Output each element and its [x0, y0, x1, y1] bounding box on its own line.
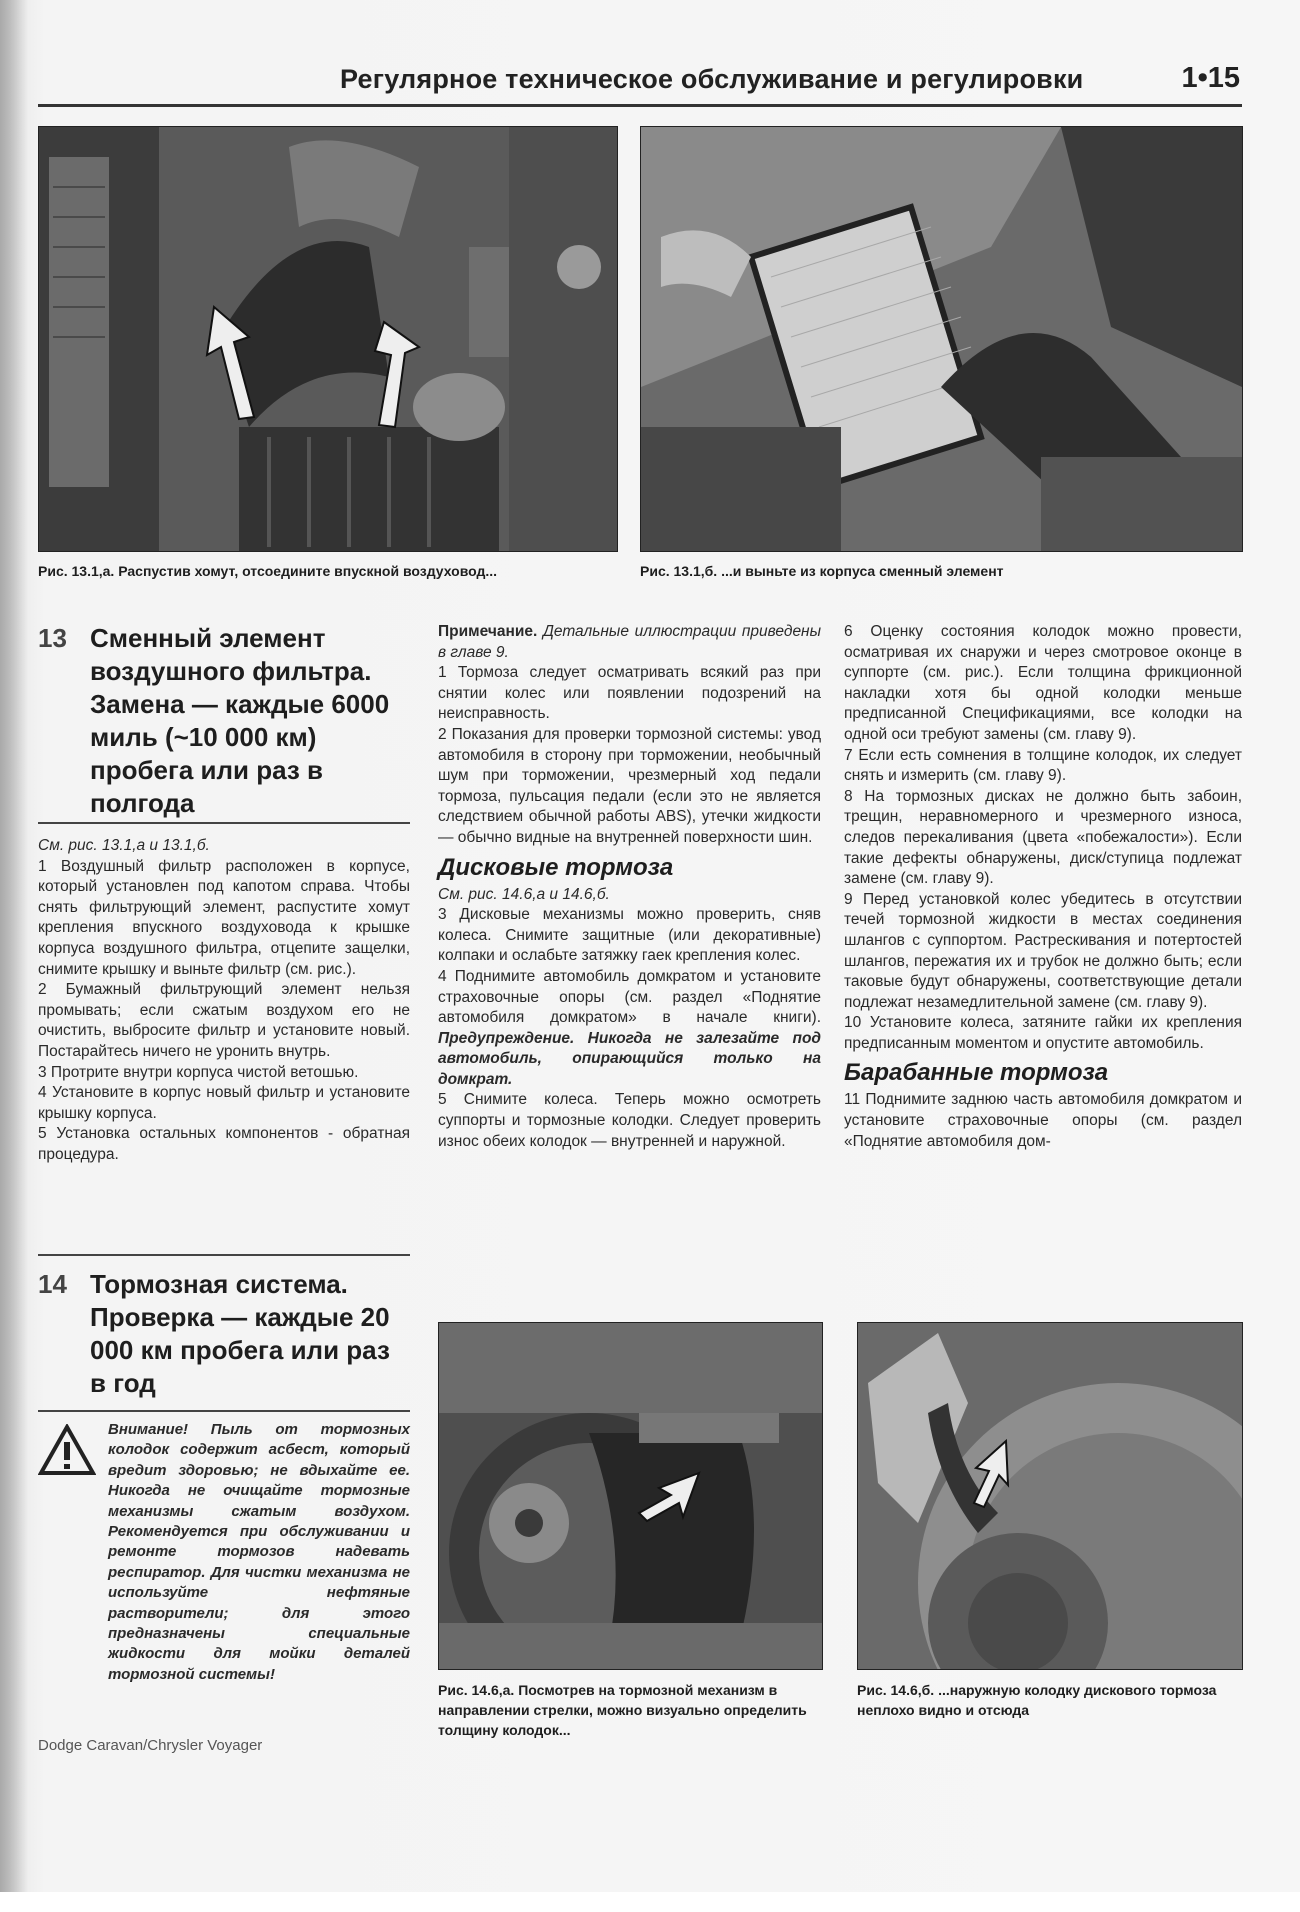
brakes-para-3: 3 Дисковые механизмы можно проверить, сняв колеса. Снимите защитные (или декоративные) колпаки и ослабьте затяжку гаек крепления колес. — [438, 906, 821, 965]
brakes-para-11: 11 Поднимите заднюю часть автомобиля домкратом и установите страховочные опоры (см. раздел «Поднятие автомобиля дом- — [844, 1091, 1242, 1150]
photo-fig-13-1a — [38, 126, 618, 552]
header-rule — [38, 104, 1242, 107]
drum-brakes-heading: Барабанные тормоза — [844, 1059, 1109, 1087]
asbestos-warning — [38, 1420, 410, 1683]
photo-fig-14-6b — [857, 1322, 1243, 1670]
section-13-ref: См. рис. 13.1,а и 13.1,б. — [38, 837, 210, 854]
warning-text: Внимание! Пыль от тормозных колодок содержит асбест, который вредит здоровью; не вдыхайте ее. Никогда не очищайте тормозные механизмы сжатым воздухом. Рекомендуется при обслуживании и ремонте тормозов надевать респиратор. Для чистки механизма не используйте нефтяные растворители; для этого предназначены специальные жидкости для мойки деталей тормозной системы! — [108, 1421, 410, 1683]
brakes-para-9: 9 Перед установкой колес убедитесь в отсутствии течей тормозной жидкости в местах соединения шлангов с суппортом. Растрескивания и потертостей шлангов, пережатия их и трубок не должно быть; если таковые будут обнаружены, соответствующие детали подлежат незамедлительной замене (см. главу 9). — [844, 890, 1242, 1011]
section-14-heading — [38, 1268, 410, 1404]
note-label: Примечание. — [438, 623, 538, 640]
brakes-column-3 — [844, 622, 1242, 1152]
section-13-para-4: 4 Установите в корпус новый фильтр и установите крышку корпуса. — [38, 1084, 410, 1122]
section-13-para-2: 2 Бумажный фильтрующий элемент нельзя промывать; если сжатым воздухом его не очистить, выбросите фильтр и установите новый. Постарайтесь ничего не уронить внутрь. — [38, 981, 410, 1060]
disc-brakes-heading: Дисковые тормоза — [438, 853, 674, 881]
brakes-para-2: 2 Показания для проверки тормозной системы: увод автомобиля в сторону при торможении, необычный шум при торможении, чрезмерный ход педали тормоза, пульсация педали (если это не является следствием обычной работы ABS), утечки жидкости — обычно видные на внутренней поверхности шин. — [438, 725, 821, 846]
section-14-top-rule — [38, 1254, 410, 1256]
section-14-number: 14 — [38, 1269, 67, 1299]
brakes-para-4: 4 Поднимите автомобиль домкратом и установите страховочные опоры (см. раздел «Поднятие автомобиля домкратом» в начале книги). — [438, 967, 821, 1027]
section-14-rule — [38, 1410, 410, 1412]
warning-triangle-icon — [38, 1424, 96, 1476]
caption-fig-13-1b: Рис. 13.1,б. ...и выньте из корпуса сменный элемент — [640, 563, 1004, 579]
page-header — [340, 60, 1240, 104]
section-13-number: 13 — [38, 623, 67, 653]
section-13-rule — [38, 822, 410, 824]
note-text: Детальные иллюстрации приведены в главе 9. — [438, 623, 821, 661]
caption-fig-14-6b: Рис. 14.6,б. ...наружную колодку дискового тормоза неплохо видно и отсюда — [857, 1682, 1217, 1718]
jack-warning: Предупреждение. Никогда не залезайте под автомобиль, опирающийся только на домкрат. — [438, 1029, 821, 1088]
caption-fig-14-6a: Рис. 14.6,а. Посмотрев на тормозной механизм в направлении стрелки, можно визуально определить толщину колодок... — [438, 1682, 807, 1738]
section-13-body — [38, 836, 410, 1166]
book-title-footer: Dodge Caravan/Chrysler Voyager — [38, 1737, 263, 1754]
section-13-para-1: 1 Воздушный фильтр расположен в корпусе, который установлен под капотом справа. Чтобы снять фильтрующий элемент, распустите хомут крепления впускного воздуховода к крышке корпуса воздушного фильтра, отцепите защелки, снимите крышку и выньте фильтр (см. рис.). — [38, 857, 410, 978]
section-13-heading — [38, 622, 410, 818]
disc-brakes-ref: См. рис. 14.6,а и 14.6,б. — [438, 885, 610, 903]
brakes-para-5: 5 Снимите колеса. Теперь можно осмотреть суппорты и тормозные колодки. Следует проверить износ обеих колодок — внутренней и наружной. — [438, 1091, 821, 1150]
section-13-title: Сменный элемент воздушного фильтра. Замена — каждые 6000 миль (~10 000 км) пробега или раз в полгода — [90, 623, 390, 818]
brakes-para-6: 6 Оценку состояния колодок можно провести, осматривая их снаружи и через смотровое оконце в суппорте (см. рис.). Если толщина фрикционной накладки хотя бы одной колодки меньше предписанной Спецификациями, все колодки на одной оси требуют замены (см. главу 9). — [844, 623, 1242, 743]
gutter-shadow — [0, 0, 28, 1912]
caption-fig-13-1a: Рис. 13.1,а. Распустив хомут, отсоедините впускной воздуховод... — [38, 563, 498, 579]
scan-bottom-edge — [0, 1892, 1300, 1912]
brakes-para-8: 8 На тормозных дисках не должно быть забоин, трещин, неравномерного и чрезмерного износа, следов перекаливания (цвета «побежалости»). Если такие дефекты обнаружены, диск/ступица подлежат замене (см. главу 9). — [844, 787, 1242, 888]
page-number: 1•15 — [1181, 62, 1240, 94]
brakes-column-2 — [438, 622, 821, 1152]
section-14-title: Тормозная система. Проверка — каждые 20 000 км пробега или раз в год — [90, 1269, 390, 1398]
section-13-para-5: 5 Установка остальных компонентов - обратная процедура. — [38, 1125, 410, 1163]
brakes-para-10: 10 Установите колеса, затяните гайки их крепления предписанным моментом и опустите автомобиль. — [844, 1014, 1242, 1052]
photo-fig-13-1b — [640, 126, 1243, 552]
brakes-para-1: 1 Тормоза следует осматривать всякий раз при снятии колес или появлении подозрений на неисправность. — [438, 664, 821, 723]
page-title: Регулярное техническое обслуживание и регулировки — [340, 64, 1084, 94]
brakes-para-7: 7 Если есть сомнения в толщине колодок, их следует снять и измерить (см. главу 9). — [844, 746, 1242, 785]
section-13-para-3: 3 Протрите внутри корпуса чистой ветошью. — [38, 1063, 359, 1081]
photo-fig-14-6a — [438, 1322, 823, 1670]
